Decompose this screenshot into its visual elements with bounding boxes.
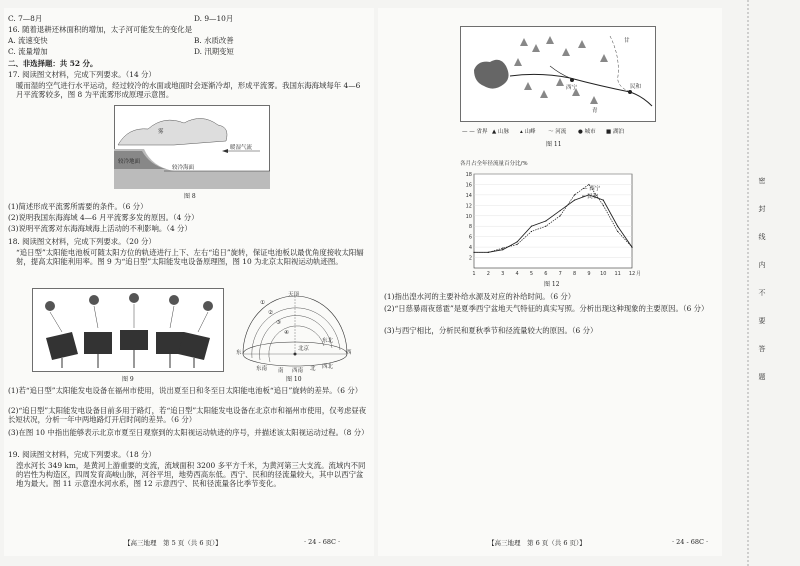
q16-stem: 16. 随着退耕还林面积的增加，太子河可能发生的变化是 (8, 25, 193, 34)
y-tick-label-2: 6 (468, 234, 472, 241)
figure-11-map (460, 26, 656, 122)
q16-option-c: C. 流量增加 (8, 47, 48, 56)
fig10-west: 西 (346, 350, 352, 356)
fig10-southwest: 西南 (292, 368, 304, 374)
figure-10-caption: 图 10 (286, 376, 302, 383)
series-0-point-9 (603, 200, 604, 201)
section-2-heading: 二、非选择题：共 52 分。 (8, 59, 98, 68)
fig8-cold-ground-label: 较冷地面 (118, 159, 141, 165)
fig10-arc-4: ④ (284, 330, 289, 336)
fig10-southeast: 东南 (256, 366, 268, 372)
binding-char-6: 答 (758, 345, 766, 353)
fig10-north: 北 (310, 366, 316, 372)
legend-lake: ■ 湖泊 (606, 129, 624, 135)
y-tick-label-8: 18 (465, 172, 472, 178)
binding-char-5: 要 (758, 317, 766, 325)
figure-12-chart (460, 168, 640, 280)
binding-char-0: 密 (758, 177, 766, 185)
x-axis-label: 月 (636, 271, 642, 277)
y-tick-label-5: 12 (465, 203, 472, 210)
series-1-point-6 (560, 215, 561, 216)
right-page (378, 8, 722, 556)
fig10-arc-3: ③ (276, 320, 281, 326)
series-0-point-4 (531, 226, 532, 227)
series-1-point-5 (545, 226, 546, 227)
y-tick-label-7: 16 (465, 182, 472, 189)
map-minhe-label: 民和 (630, 84, 642, 90)
map-gansu-label: 甘 (624, 38, 630, 44)
binding-char-3: 内 (758, 261, 766, 269)
legend-peak: ▴ 山峰 (520, 129, 536, 135)
q17-stem: 17. 阅读图文材料，完成下列要求。（14 分） (8, 70, 156, 79)
q19-material: 湟水河长 349 km，是黄河上游重要的支流，流域面积 3200 多平方千米，为黄河第三大支流。流域内不同的岩性为构造区，四周发育高峻山脉，河谷平坦，地势西高东低。西宁、民和的径流量较大，其中以西宁盆地为最大。图 11 示意湟水河水系，图 12 示意西宁、民和径流量各比季节变化。 (16, 461, 366, 488)
q19-sub1: (1)指出湟水河的主要补给水源及对应的补给时间。（6 分） (384, 292, 576, 301)
fig10-arc-1: ① (260, 300, 265, 306)
chart-title: 各月占全年径流量百分比/% (460, 161, 528, 167)
legend-boundary: — — 省界 (462, 129, 488, 135)
series-0-point-7 (574, 200, 575, 201)
series-1-point-4 (531, 231, 532, 232)
fig8-cold-sea-label: 较冷海面 (172, 165, 195, 171)
legend-city: ● 城市 (578, 129, 596, 135)
x-tick-label-1: 2 (486, 271, 490, 277)
left-page (4, 8, 374, 556)
series-0-point-5 (545, 220, 546, 221)
series-1-point-3 (516, 244, 517, 245)
q16-option-d: D. 汛期变短 (194, 47, 234, 56)
binding-char-7: 题 (758, 373, 766, 381)
x-tick-label-4: 5 (529, 271, 534, 277)
y-tick-label-1: 4 (468, 245, 472, 252)
series-0-point-6 (560, 210, 561, 211)
figure-11-caption: 图 11 (546, 141, 562, 148)
q17-material: 暖而湿的空气进行水平运动，经过较冷的水面或地面时会逐渐冷却，形成平流雾。我国东海海域每年 4—6 月平流雾较多，图 8 为平流雾形成原理示意图。 (16, 81, 361, 99)
q17-sub3: (3)说明平流雾对东海海域海上活动的不利影响。（4 分） (8, 224, 192, 233)
q16-option-a: A. 流速变快 (8, 36, 48, 45)
fig8-warm-air-label: 暖湿气流 (230, 145, 253, 151)
figure-11-legend (462, 126, 658, 136)
series-1-point-7 (574, 194, 575, 195)
fig8-fog-label: 雾 (158, 129, 164, 135)
series-1-point-11 (631, 247, 632, 248)
q15-option-d: D. 9—10月 (194, 14, 234, 23)
footer-page-5: 【高三地理 第 5 页（共 6 页）】 (124, 539, 222, 547)
y-tick-label-6: 14 (465, 192, 472, 199)
fig10-northeast: 东北 (322, 338, 334, 344)
footer-code-right: · 24 - 68C · (672, 538, 709, 546)
x-tick-label-6: 7 (558, 271, 562, 277)
q18-sub2: (2)“追日型”太阳能发电设备目前多用于路灯，若“追日型”太阳能发电设备在北京市和福州市使用，仅考虑昼夜长短状况，分析一年中两地路灯开启时间的差异。（6 分） (8, 406, 367, 424)
figure-8 (114, 105, 270, 189)
q17-sub2: (2)说明我国东海海域 4—6 月平流雾多发的原因。（4 分） (8, 213, 199, 222)
y-tick-label-3: 8 (468, 224, 472, 231)
x-tick-label-0: 1 (472, 271, 476, 277)
figure-8-caption: 图 8 (184, 193, 196, 200)
q18-stem: 18. 阅读图文材料，完成下列要求。（20 分） (8, 237, 156, 246)
runoff-line-chart (460, 168, 640, 280)
x-tick-label-5: 6 (544, 271, 548, 277)
series-1-point-1 (488, 252, 489, 253)
fig10-south: 南 (278, 368, 284, 374)
legend-mountain: ▲ 山脉 (492, 129, 509, 135)
q19-sub3: (3)与西宁相比，分析民和夏秋季节和径流量较大的原因。（6 分） (384, 326, 598, 335)
q16-option-b: B. 水质改善 (194, 36, 234, 45)
series-1-point-9 (603, 205, 604, 206)
chart-legend-xining: — 西宁 (582, 186, 601, 192)
x-tick-label-8: 9 (587, 271, 591, 277)
x-tick-label-3: 4 (515, 271, 519, 277)
series-1-point-10 (617, 231, 618, 232)
binding-char-4: 不 (758, 289, 766, 297)
q19-stem: 19. 阅读图文材料，完成下列要求。（18 分） (8, 450, 156, 459)
series-1-point-2 (502, 248, 503, 249)
figure-10 (236, 292, 352, 374)
x-tick-label-10: 11 (614, 271, 621, 277)
x-tick-label-11: 12 (628, 271, 636, 277)
q18-sub3: (3)在图 10 中指出能够表示北京市夏至日观察到的太阳视运动轨迹的序号，并描述该太阳视运动过程。（8 分） (8, 428, 369, 437)
fig10-center: 北京 (298, 346, 310, 352)
series-0-point-10 (617, 226, 618, 227)
fig10-northwest: 西北 (322, 364, 334, 370)
footer-code-left: · 24 - 68C · (304, 538, 341, 546)
q15-option-c: C. 7—8月 (8, 14, 43, 23)
footer-page-6: 【高三地理 第 6 页（共 6 页）】 (488, 539, 586, 547)
fig10-east: 东 (236, 350, 242, 356)
y-tick-label-4: 10 (465, 213, 472, 220)
figure-9-caption: 图 9 (122, 376, 134, 383)
series-0-point-3 (516, 241, 517, 242)
binding-margin (728, 0, 800, 566)
q19-sub2: (2)“日慈暴雨夜慈雹”是夏季西宁盆地天气特征的真实写照。分析出现这种现象的主要原因。（6 分） (384, 304, 709, 313)
chart-legend-minhe: ┅ 民和 (582, 194, 599, 200)
legend-river: ～ 河流 (548, 129, 567, 135)
figure-9 (32, 288, 224, 372)
series-0-point-2 (502, 249, 503, 250)
binding-char-2: 线 (758, 233, 766, 241)
q18-sub1: (1)若“追日型”太阳能发电设备在福州市使用，说出夏至日和冬至日太阳能电池板“追日”旋转的差异。（6 分） (8, 386, 363, 395)
map-qinghai-label: 青 (592, 108, 598, 114)
x-tick-label-9: 10 (600, 271, 607, 277)
x-tick-label-7: 8 (572, 271, 577, 277)
series-1-point-0 (473, 252, 474, 253)
figure-12-caption: 图 12 (544, 281, 560, 288)
q17-sub1: (1)简述形成平流雾所需要的条件。（6 分） (8, 202, 148, 211)
map-xining-label: 西宁 (566, 85, 578, 91)
fig10-zenith-label: 天顶 (288, 292, 300, 298)
fig10-arc-2: ② (268, 310, 273, 316)
x-tick-label-2: 3 (501, 271, 505, 277)
q18-material: “追日型”太阳能电池板可随太阳方位的轨迹进行上下、左右“追日”旋转，保证电池板以最优角度接收太阳辐射，提高太阳能利用率。图 9 为“追日型”太阳能发电设备原理图，图 10 为北京太阳视运动轨迹图。 (16, 248, 364, 266)
binding-char-1: 封 (758, 205, 766, 213)
y-tick-label-0: 2 (468, 255, 472, 262)
